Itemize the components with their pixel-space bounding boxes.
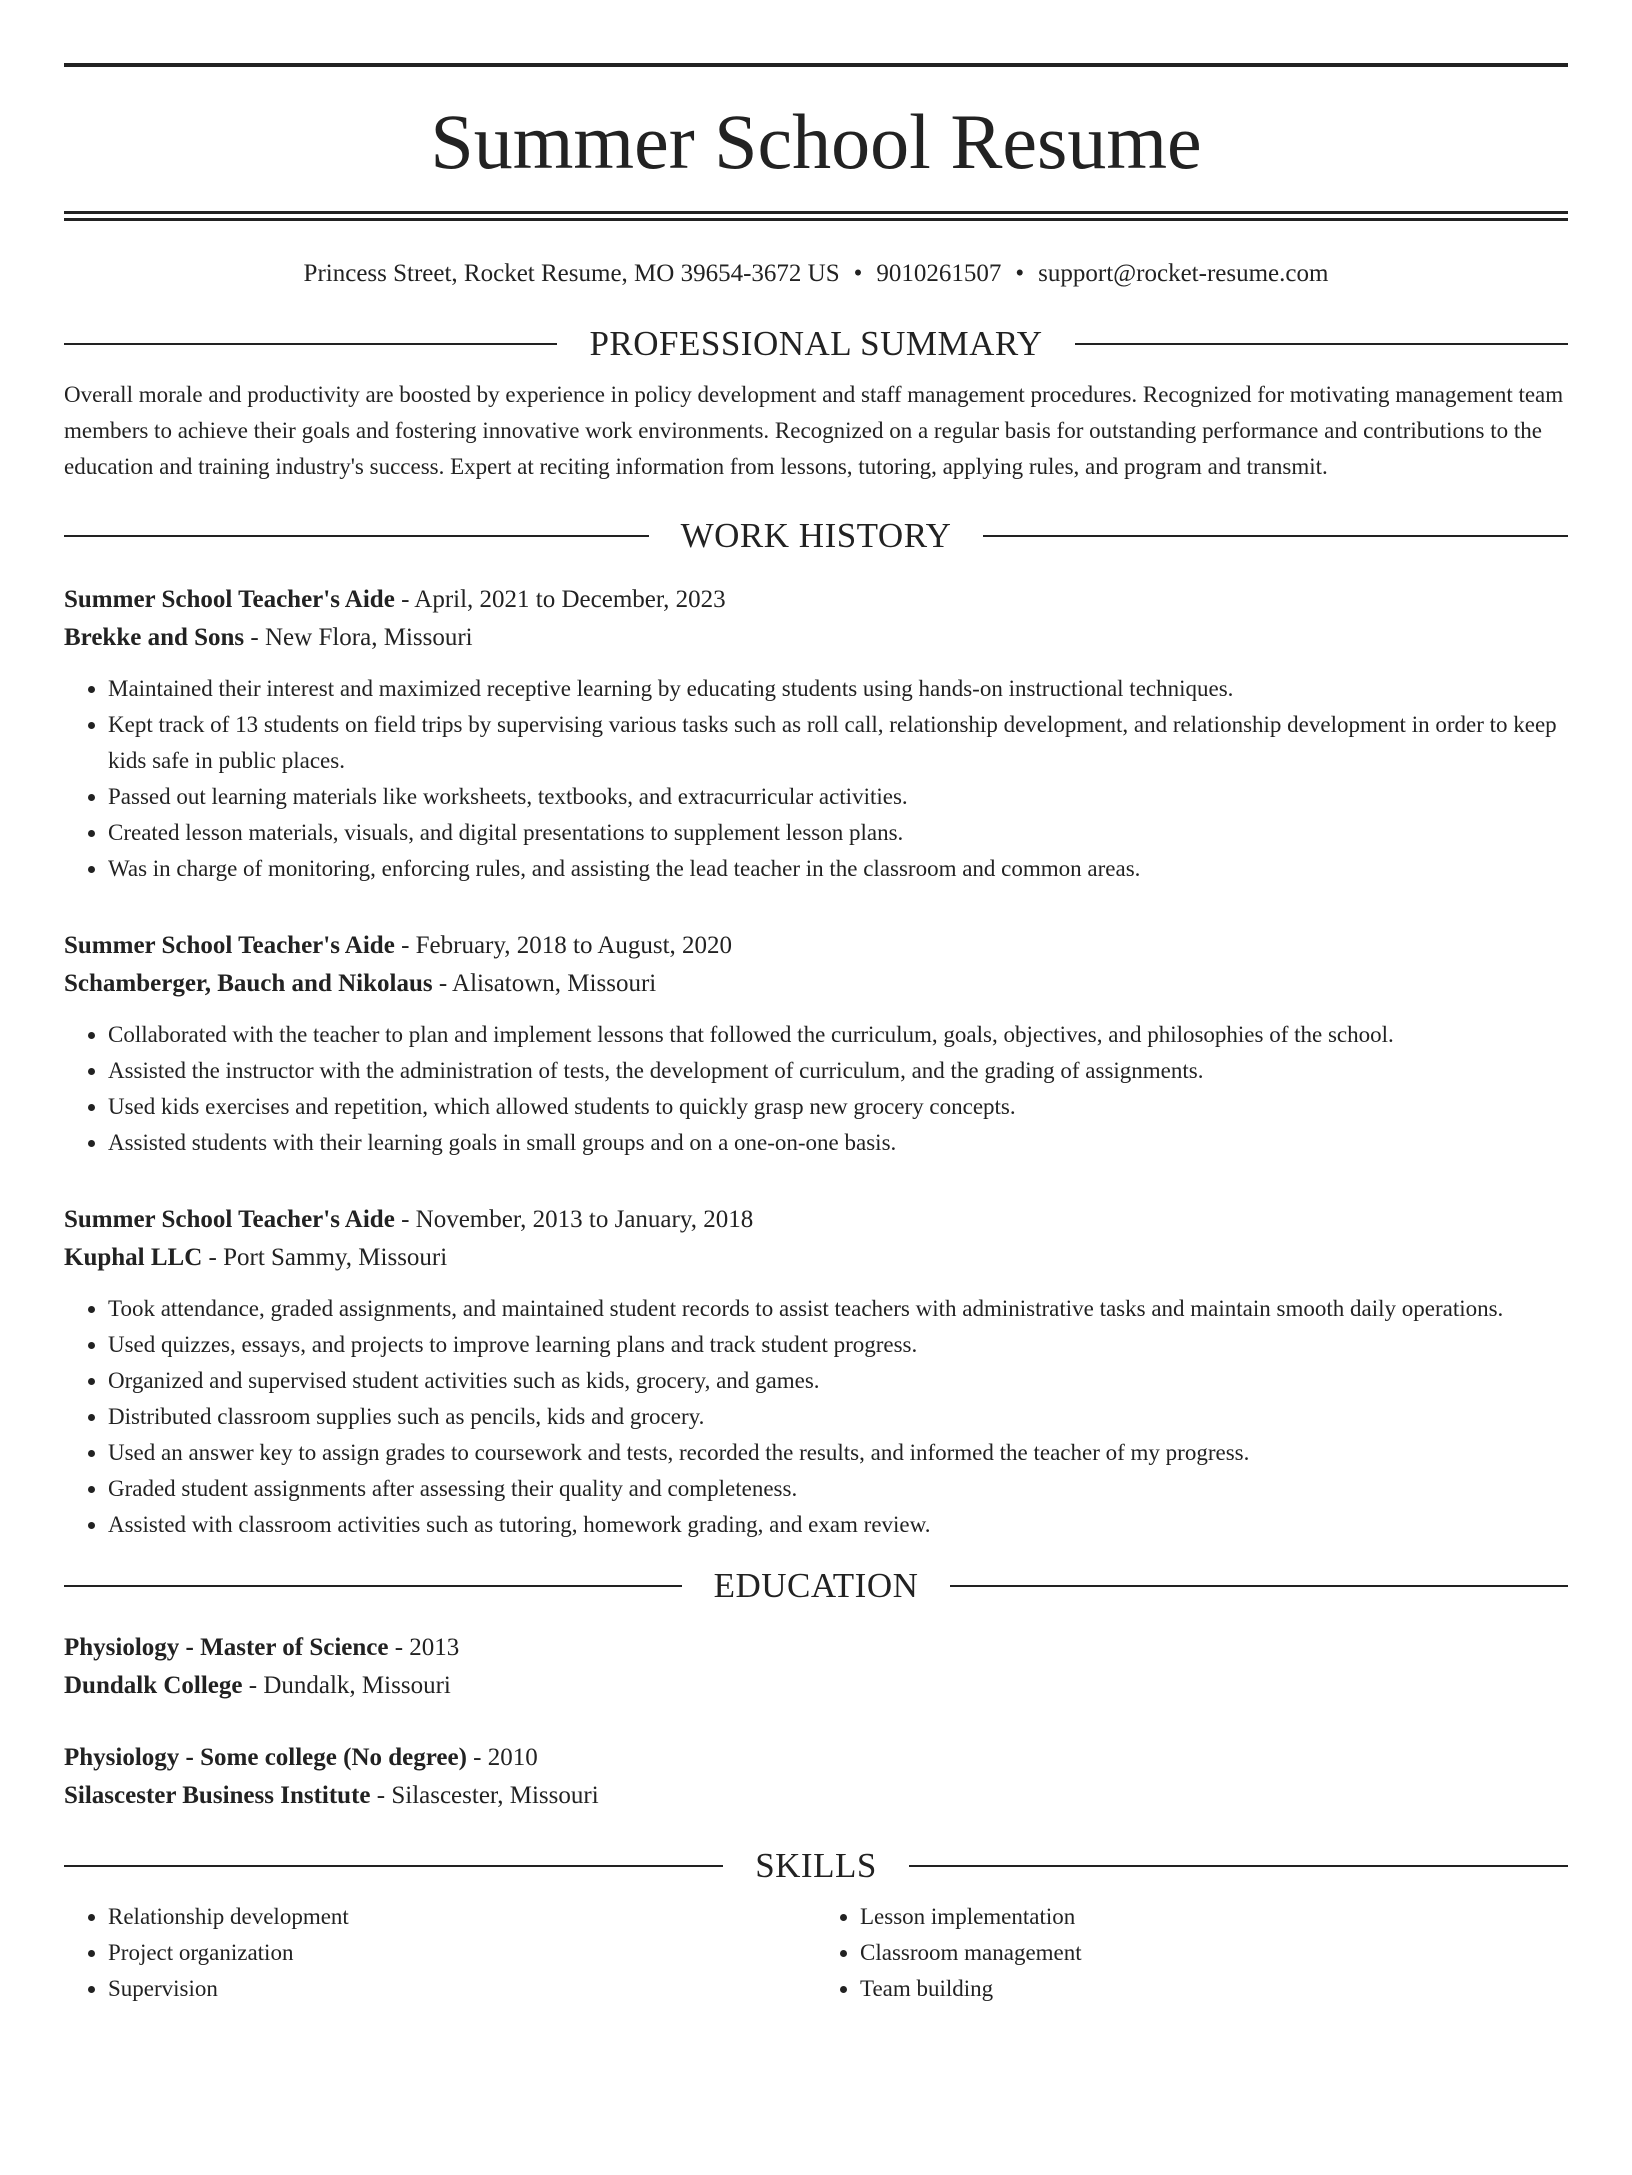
job-company: Kuphal LLC bbox=[64, 1244, 203, 1271]
work-history-heading bbox=[64, 515, 1568, 557]
job-location: - Alisatown, Missouri bbox=[432, 970, 657, 997]
heading-rule-right bbox=[983, 535, 1568, 537]
education-degree: Physiology - Some college (No degree) bbox=[64, 1744, 467, 1771]
heading-rule-right bbox=[950, 1585, 1568, 1587]
job-bullet: • Took attendance, graded assignments, and maintained student records to assist teachers with administrative tasks and maintain smooth daily operations. bbox=[108, 1291, 1568, 1327]
job-bullets bbox=[64, 1017, 1568, 1161]
job-bullet: • Created lesson materials, visuals, and digital presentations to supplement lesson plans. bbox=[108, 815, 1568, 851]
skills-heading bbox=[64, 1845, 1568, 1887]
heading-rule-left bbox=[64, 535, 649, 537]
job-bullet: • Was in charge of monitoring, enforcing rules, and assisting the lead teacher in the classroom and common areas. bbox=[108, 851, 1568, 887]
job-bullet: • Collaborated with the teacher to plan and implement lessons that followed the curriculum, goals, objectives, and philosophies of the school. bbox=[108, 1017, 1568, 1053]
resume-title: Summer School Resume bbox=[430, 98, 1202, 185]
education-heading-title: EDUCATION bbox=[713, 1566, 919, 1605]
education-school-line bbox=[64, 1667, 1568, 1705]
job-dates: - February, 2018 to August, 2020 bbox=[394, 932, 733, 959]
education-school: Silascester Business Institute bbox=[64, 1782, 371, 1809]
job-company: Schamberger, Bauch and Nikolaus bbox=[64, 970, 433, 997]
job-entry bbox=[64, 581, 1568, 887]
job-company-line bbox=[64, 965, 1568, 1003]
education-entry bbox=[64, 1629, 1568, 1705]
education-year: - 2010 bbox=[466, 1744, 538, 1771]
work-history-heading-title: WORK HISTORY bbox=[680, 516, 952, 555]
job-bullet: • Used kids exercises and repetition, which allowed students to quickly grasp new grocery concepts. bbox=[108, 1089, 1568, 1125]
education-degree: Physiology - Master of Science bbox=[64, 1634, 389, 1661]
skill-item: • Lesson implementation bbox=[860, 1899, 1568, 1935]
education-location: - Silascester, Missouri bbox=[370, 1782, 599, 1809]
job-dates: - April, 2021 to December, 2023 bbox=[394, 586, 726, 613]
job-bullet: • Assisted with classroom activities such as tutoring, homework grading, and exam review. bbox=[108, 1507, 1568, 1543]
job-title-line bbox=[64, 1201, 1568, 1239]
contact-email: support@rocket-resume.com bbox=[1038, 260, 1329, 287]
contact-separator: • bbox=[853, 260, 863, 287]
education-degree-line bbox=[64, 1739, 1568, 1777]
education-year: - 2013 bbox=[388, 1634, 460, 1661]
job-bullet: • Graded student assignments after assessing their quality and completeness. bbox=[108, 1471, 1568, 1507]
contact-line bbox=[64, 259, 1568, 289]
job-entry bbox=[64, 1201, 1568, 1543]
education-school-line bbox=[64, 1777, 1568, 1815]
skill-item: • Supervision bbox=[108, 1971, 816, 2007]
job-bullet: • Used quizzes, essays, and projects to improve learning plans and track student progress. bbox=[108, 1327, 1568, 1363]
job-title: Summer School Teacher's Aide bbox=[64, 932, 395, 959]
job-bullets bbox=[64, 671, 1568, 887]
skill-item: • Team building bbox=[860, 1971, 1568, 2007]
job-bullet: • Assisted the instructor with the administration of tests, the development of curriculum, and the grading of assignments. bbox=[108, 1053, 1568, 1089]
heading-rule-left bbox=[64, 1865, 723, 1867]
heading-rule-right bbox=[1075, 343, 1568, 345]
heading-rule-right bbox=[909, 1865, 1568, 1867]
education-school: Dundalk College bbox=[64, 1672, 243, 1699]
skills-column-left bbox=[64, 1899, 816, 2007]
contact-address: Princess Street, Rocket Resume, MO 39654-3672 US bbox=[303, 260, 840, 287]
job-location: - Port Sammy, Missouri bbox=[202, 1244, 448, 1271]
job-bullet: • Passed out learning materials like worksheets, textbooks, and extracurricular activities. bbox=[108, 779, 1568, 815]
summary-heading-title: PROFESSIONAL SUMMARY bbox=[589, 324, 1043, 363]
job-bullet: • Kept track of 13 students on field trips by supervising various tasks such as roll call, relationship development, and relationship development in order to keep kids safe in public places. bbox=[108, 707, 1568, 779]
skill-item: • Classroom management bbox=[860, 1935, 1568, 1971]
education-degree-line bbox=[64, 1629, 1568, 1667]
skill-item: • Relationship development bbox=[108, 1899, 816, 1935]
job-bullet: • Maintained their interest and maximized receptive learning by educating students using hands-on instructional techniques. bbox=[108, 671, 1568, 707]
job-company-line bbox=[64, 619, 1568, 657]
job-bullet: • Distributed classroom supplies such as pencils, kids and grocery. bbox=[108, 1399, 1568, 1435]
job-company-line bbox=[64, 1239, 1568, 1277]
job-company: Brekke and Sons bbox=[64, 624, 245, 651]
education-entry bbox=[64, 1739, 1568, 1815]
job-bullets bbox=[64, 1291, 1568, 1543]
job-bullet: • Assisted students with their learning goals in small groups and on a one-on-one basis. bbox=[108, 1125, 1568, 1161]
job-bullet: • Used an answer key to assign grades to coursework and tests, recorded the results, and informed the teacher of my progress. bbox=[108, 1435, 1568, 1471]
job-title-line bbox=[64, 581, 1568, 619]
job-title-line bbox=[64, 927, 1568, 965]
skills-heading-title: SKILLS bbox=[755, 1846, 877, 1885]
skills-column-right bbox=[816, 1899, 1568, 2007]
summary-heading bbox=[64, 323, 1568, 365]
job-location: - New Flora, Missouri bbox=[244, 624, 473, 651]
education-location: - Dundalk, Missouri bbox=[242, 1672, 451, 1699]
job-title: Summer School Teacher's Aide bbox=[64, 586, 395, 613]
contact-phone: 9010261507 bbox=[876, 260, 1002, 287]
heading-rule-left bbox=[64, 1585, 682, 1587]
education-heading bbox=[64, 1565, 1568, 1607]
heading-rule-left bbox=[64, 343, 557, 345]
job-entry bbox=[64, 927, 1568, 1161]
resume-page bbox=[0, 63, 1632, 2175]
skill-item: • Project organization bbox=[108, 1935, 816, 1971]
job-bullet: • Organized and supervised student activities such as kids, grocery, and games. bbox=[108, 1363, 1568, 1399]
job-dates: - November, 2013 to January, 2018 bbox=[394, 1206, 754, 1233]
job-title: Summer School Teacher's Aide bbox=[64, 1206, 395, 1233]
top-rule bbox=[64, 63, 1568, 67]
contact-separator: • bbox=[1015, 260, 1025, 287]
title-double-rule bbox=[64, 211, 1568, 221]
skills-grid bbox=[64, 1899, 1568, 2007]
summary-text: Overall morale and productivity are boosted by experience in policy development and staff management procedures. Recognized for motivating management team members to achieve their goals and fostering innovative work environments. Recognized on a regular basis for outstanding performance and contributions to the education and training industry's success. Expert at reciting information from lessons, tutoring, applying rules, and program and transmit. bbox=[64, 382, 1564, 479]
